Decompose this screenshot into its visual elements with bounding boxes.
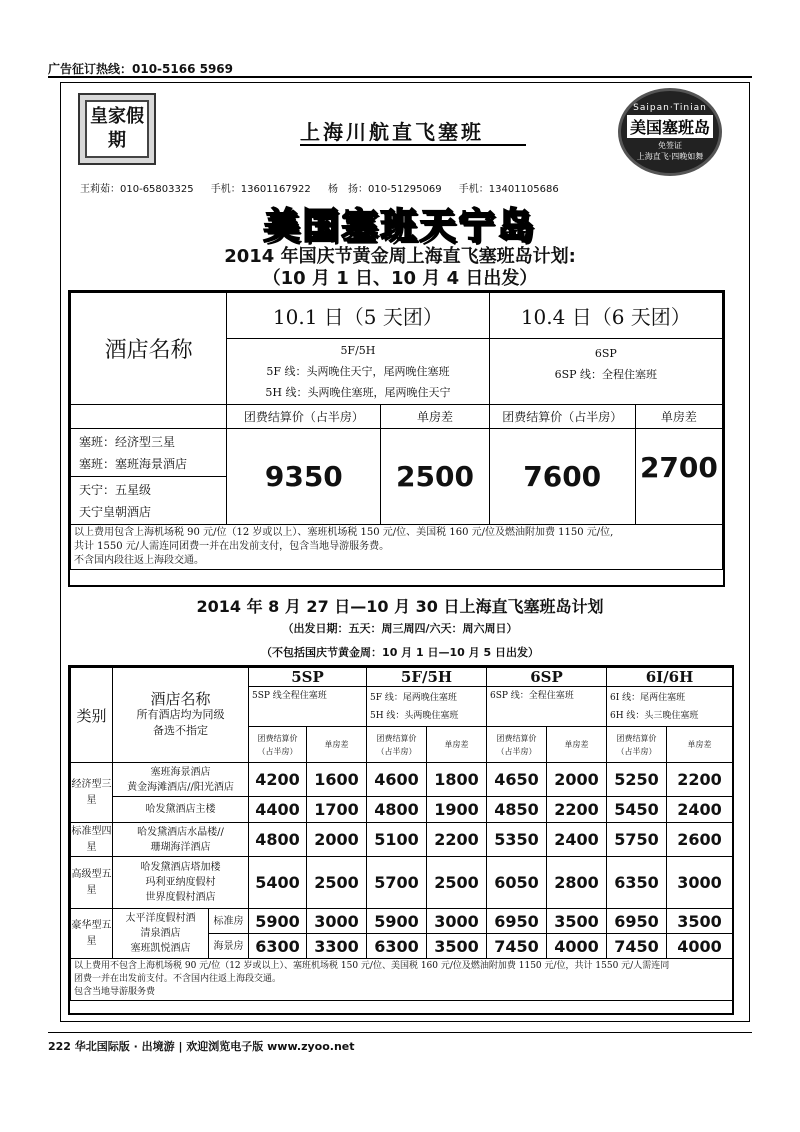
contact-line — [80, 180, 573, 195]
price-cell: 5900 — [367, 909, 427, 934]
product-6sp: 6SP — [487, 668, 607, 687]
hotel-line-3: 天宁：五星级 — [79, 482, 152, 497]
regular-plan-grid — [70, 667, 733, 1001]
price-cell: 1800 — [427, 763, 487, 797]
hotel-line-4: 天宁皇朝酒店 — [79, 504, 152, 519]
price-cell: 2500 — [427, 857, 487, 909]
price-cell: 1700 — [307, 797, 367, 823]
price-hdr-l2: （占半房） — [616, 746, 657, 756]
badge-sub: 免签证 — [658, 140, 682, 150]
note-3: 不含国内段往返上海段交通。 — [74, 555, 204, 566]
national-day-grid — [70, 292, 723, 570]
price-cell: 7450 — [607, 934, 667, 959]
hotel-name: 清泉酒店 — [140, 928, 181, 939]
price-cell: 5750 — [607, 823, 667, 857]
hotel-name: 哈发黛酒店塔加楼 — [140, 862, 221, 873]
price-cell: 3500 — [547, 909, 607, 934]
product-6i6h-desc1: 6I 线：尾两住塞班 — [610, 692, 686, 703]
hotel-name: 黄金海滩酒店//阳光酒店 — [127, 781, 234, 793]
note-1: 以上费用不包含上海机场税 90 元/位（12 岁或以上）、塞班机场税 150 元/位、美国税 160 元/位及燃油附加费 1150 元/位，共计 1550 元/人需连同 — [74, 961, 670, 971]
room-seaview: 海景房 — [209, 934, 249, 959]
price-cell: 2000 — [307, 823, 367, 857]
table-row — [71, 823, 733, 857]
hotel-header-cell — [113, 668, 249, 763]
note-1: 以上费用包含上海机场税 90 元/位（12 岁或以上）、塞班机场税 150 元/位、美国税 160 元/位及燃油附加费 1150 元/位, — [74, 527, 614, 538]
price-hdr-l2: （占半房） — [496, 746, 537, 756]
note-2: 团费一并在出发前支付。不含国内往返上海段交通。 — [74, 974, 282, 984]
price-cell: 2000 — [547, 763, 607, 797]
group-b-single-header: 单房差 — [635, 405, 722, 429]
saipan-badge-logo — [618, 88, 722, 176]
section2-sub2: （不包括国庆节黄金周：10 月 1 日—10 月 5 日出发） — [261, 646, 539, 659]
price-cell: 4850 — [487, 797, 547, 823]
category-header: 类别 — [71, 668, 113, 763]
price-cell: 4800 — [367, 797, 427, 823]
table-row — [71, 857, 733, 909]
hotel-line-2: 塞班：塞班海景酒店 — [79, 456, 188, 471]
hotel-name: 哈发黛酒店水晶楼// — [137, 826, 224, 838]
category-luxury: 豪华型五星 — [71, 909, 113, 959]
price-hdr-l2: （占半房） — [257, 746, 298, 756]
contact-4: 手机：13401105686 — [458, 184, 559, 195]
price-cell: 4650 — [487, 763, 547, 797]
category-economy: 经济型三星 — [71, 763, 113, 823]
group-b-code: 6SP — [594, 347, 617, 360]
price-cell: 5450 — [607, 797, 667, 823]
product-6i6h-desc2: 6H 线：头三晚住塞班 — [610, 710, 699, 721]
hotel-cell — [113, 857, 249, 909]
price-cell: 5700 — [367, 857, 427, 909]
price-hdr-l1: 团费结算价 — [616, 733, 657, 743]
price-b-group: 7600 — [489, 429, 635, 525]
hotel-cell — [113, 797, 249, 823]
section2-title: 2014 年 8 月 27 日—10 月 30 日上海直飞塞班岛计划 — [196, 597, 604, 616]
hotel-line-1: 塞班：经济型三星 — [79, 434, 176, 449]
table2-notes — [71, 959, 733, 1001]
hotel-cell — [113, 823, 249, 857]
hotel-name: 太平洋度假村酒 — [125, 913, 196, 924]
price-cell: 6300 — [367, 934, 427, 959]
page-footer: 222 华北国际版 · 出境游 | 欢迎浏览电子版 www.zyoo.net — [48, 1040, 355, 1053]
royal-holiday-logo — [78, 93, 156, 165]
badge-tag: 上海直飞·四晚如舞 — [636, 151, 704, 161]
price-cell: 6350 — [607, 857, 667, 909]
room-standard: 标准房 — [209, 909, 249, 934]
product-5f5h-desc2: 5H 线：头两晚住塞班 — [370, 710, 459, 721]
group-b-price-header: 团费结算价（占半房） — [489, 405, 635, 429]
price-cell: 2800 — [547, 857, 607, 909]
hotel-header-sub2: 备选不指定 — [153, 724, 208, 737]
price-cell: 3000 — [427, 909, 487, 934]
footer-rule — [48, 1032, 752, 1033]
note-2: 共计 1550 元/人需连同团费一并在出发前支付，包含当地导游服务费。 — [74, 541, 390, 552]
price-cell: 4200 — [249, 763, 307, 797]
price-cell: 4000 — [547, 934, 607, 959]
flight-title: 上海川航直飞塞班 — [300, 120, 484, 144]
price-cell: 3300 — [307, 934, 367, 959]
table-row — [71, 797, 733, 823]
royal-holiday-logo-text: 皇家假期 — [85, 100, 149, 158]
5sp-single-header: 单房差 — [307, 727, 367, 763]
section2-sub1: （出发日期：五天：周三周四/六天：周六周日） — [282, 622, 518, 635]
price-cell: 4800 — [249, 823, 307, 857]
product-5f5h: 5F/5H — [367, 668, 487, 687]
price-cell: 1900 — [427, 797, 487, 823]
regular-plan-table — [68, 665, 734, 1015]
price-cell: 7450 — [487, 934, 547, 959]
product-5sp-desc — [249, 687, 367, 727]
table-row — [71, 763, 733, 797]
6sp-single-header: 单房差 — [547, 727, 607, 763]
hotel-name: 珊瑚海洋酒店 — [150, 841, 211, 853]
price-cell: 2200 — [427, 823, 487, 857]
group-b-title: 10.4 日（6 天团） — [489, 293, 722, 339]
price-cell: 6050 — [487, 857, 547, 909]
price-cell: 5900 — [249, 909, 307, 934]
hotel-header-sub1: 所有酒店均为同级 — [136, 708, 225, 721]
badge-cn: 美国塞班岛 — [627, 115, 713, 138]
category-standard: 标准型四星 — [71, 823, 113, 857]
price-cell: 5100 — [367, 823, 427, 857]
badge-en: Saipan·Tinian — [633, 102, 707, 113]
price-cell: 2200 — [667, 763, 733, 797]
national-day-table — [68, 290, 725, 587]
group-b-desc — [489, 339, 722, 405]
tinian-hotel-cell — [71, 477, 227, 525]
flight-title-underline — [300, 144, 526, 146]
product-6i6h: 6I/6H — [607, 668, 733, 687]
price-cell: 3500 — [427, 934, 487, 959]
product-5f5h-desc1: 5F 线：尾两晚住塞班 — [370, 692, 457, 703]
product-5sp: 5SP — [249, 668, 367, 687]
price-cell: 1600 — [307, 763, 367, 797]
group-a-desc2: 5H 线：头两晚住塞班，尾两晚住天宁 — [265, 386, 451, 399]
ad-hotline: 广告征订热线：010-5166 5969 — [48, 62, 234, 76]
group-b-desc1: 6SP 线：全程住塞班 — [554, 368, 658, 381]
hotel-cell — [113, 909, 209, 959]
5sp-price-header — [249, 727, 307, 763]
price-cell: 2600 — [667, 823, 733, 857]
contact-3: 杨 扬：010-51295069 — [327, 184, 442, 195]
blank-cell — [71, 405, 227, 429]
6i6h-single-header: 单房差 — [667, 727, 733, 763]
price-cell: 6950 — [487, 909, 547, 934]
price-cell: 4000 — [667, 934, 733, 959]
hotel-name: 塞班海景酒店 — [150, 766, 211, 778]
price-hdr-l2: （占半房） — [376, 746, 417, 756]
hotel-header: 酒店名称 — [150, 690, 211, 708]
product-6sp-desc1: 6SP 线：全程住塞班 — [490, 691, 574, 701]
price-cell: 4400 — [249, 797, 307, 823]
price-cell: 5250 — [607, 763, 667, 797]
price-cell: 2200 — [547, 797, 607, 823]
group-a-code: 5F/5H — [340, 344, 376, 357]
saipan-hotel-cell — [71, 429, 227, 477]
subtitle-plan: 2014 年国庆节黄金周上海直飞塞班岛计划: — [224, 246, 576, 267]
price-cell: 3500 — [667, 909, 733, 934]
price-a-single: 2500 — [381, 429, 489, 525]
price-cell: 3000 — [307, 909, 367, 934]
note-3: 包含当地导游服务费 — [74, 987, 156, 997]
price-cell: 6300 — [249, 934, 307, 959]
price-cell: 6950 — [607, 909, 667, 934]
subtitle-dates: （10 月 1 日、10 月 4 日出发） — [262, 268, 538, 289]
product-5f5h-desc — [367, 687, 487, 727]
group-a-desc1: 5F 线：头两晚住天宁，尾两晚住塞班 — [266, 365, 450, 378]
table1-notes — [71, 525, 723, 570]
price-b-single: 2700 — [635, 429, 722, 525]
price-cell: 2400 — [667, 797, 733, 823]
price-cell: 2500 — [307, 857, 367, 909]
main-title: 美国塞班天宁岛 — [263, 205, 537, 247]
price-cell: 2400 — [547, 823, 607, 857]
group-a-price-header: 团费结算价（占半房） — [227, 405, 381, 429]
price-cell: 5350 — [487, 823, 547, 857]
hotel-name: 世界度假村酒店 — [145, 892, 216, 903]
hotel-cell — [113, 763, 249, 797]
price-cell: 4600 — [367, 763, 427, 797]
contact-1: 王莉茹：010-65803325 — [80, 184, 194, 195]
group-a-single-header: 单房差 — [381, 405, 489, 429]
group-a-title: 10.1 日（5 天团） — [227, 293, 489, 339]
price-hdr-l1: 团费结算价 — [376, 733, 417, 743]
5f5h-price-header — [367, 727, 427, 763]
product-6sp-desc — [487, 687, 607, 727]
product-5sp-desc1: 5SP 线全程住塞班 — [252, 691, 327, 701]
price-hdr-l1: 团费结算价 — [496, 733, 537, 743]
price-cell: 5400 — [249, 857, 307, 909]
hotel-name-header: 酒店名称 — [71, 293, 227, 405]
top-rule — [48, 76, 752, 78]
contact-2: 手机：13601167922 — [210, 184, 311, 195]
group-a-desc — [227, 339, 489, 405]
category-superior: 高级型五星 — [71, 857, 113, 909]
product-6i6h-desc — [607, 687, 733, 727]
hotel-name: 玛利亚纳度假村 — [145, 877, 216, 888]
price-a-group: 9350 — [227, 429, 381, 525]
price-cell: 3000 — [667, 857, 733, 909]
table-row — [71, 909, 733, 934]
price-hdr-l1: 团费结算价 — [257, 733, 298, 743]
6i6h-price-header — [607, 727, 667, 763]
hotel-name: 塞班凯悦酒店 — [130, 943, 191, 954]
hotel-name: 哈发黛酒店主楼 — [145, 804, 216, 815]
6sp-price-header — [487, 727, 547, 763]
5f5h-single-header: 单房差 — [427, 727, 487, 763]
